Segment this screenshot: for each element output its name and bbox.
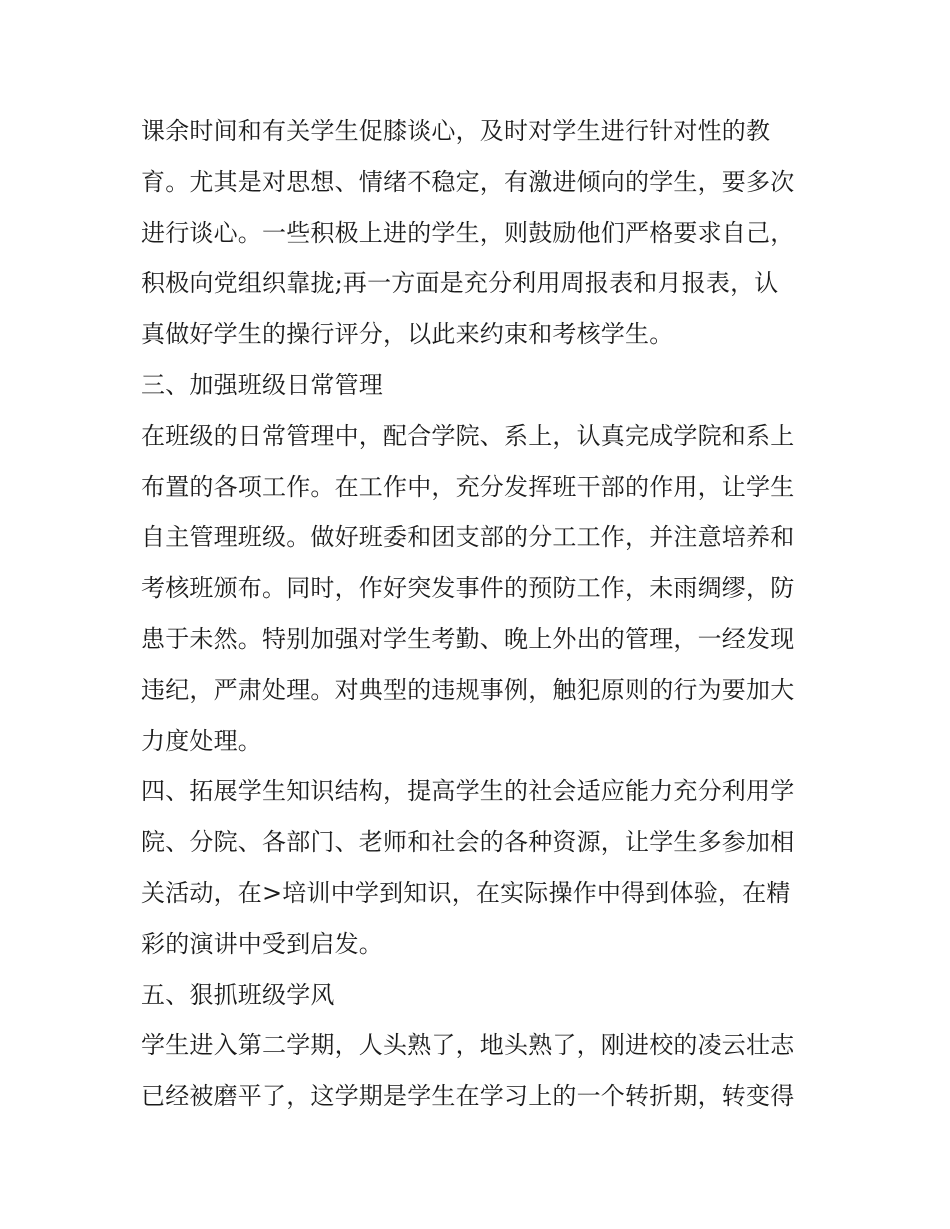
section-heading-3: 三、加强班级日常管理 <box>141 370 383 399</box>
text-line: 在班级的日常管理中，配合学院、系上，认真完成学院和系上 <box>141 421 795 450</box>
text-line: 学生进入第二学期，人头熟了，地头熟了，刚进校的凌云壮志 <box>141 1031 795 1060</box>
text-line: 已经被磨平了，这学期是学生在学习上的一个转折期，转变得 <box>141 1082 795 1111</box>
text-line: 自主管理班级。做好班委和团支部的分工工作，并注意培养和 <box>141 523 795 552</box>
text-line: 积极向党组织靠拢;再一方面是充分利用周报表和月报表，认 <box>141 269 779 298</box>
text-line: 彩的演讲中受到启发。 <box>141 929 383 958</box>
text-line: 力度处理。 <box>141 726 262 755</box>
text-line: 课余时间和有关学生促膝谈心，及时对学生进行针对性的教 <box>141 117 771 145</box>
text-line: 患于未然。特别加强对学生考勤、晚上外出的管理，一经发现 <box>141 624 795 653</box>
text-line: 育。尤其是对思想、情绪不稳定，有激进倾向的学生，要多次 <box>141 167 795 196</box>
text-line: 进行谈心。一些积极上进的学生，则鼓励他们严格要求自己， <box>141 218 795 247</box>
text-line: 院、分院、各部门、老师和社会的各种资源，让学生多参加相 <box>141 828 795 857</box>
section-heading-5: 五、狠抓班级学风 <box>141 980 335 1009</box>
text-line: 关活动，在>培训中学到知识，在实际操作中得到体验，在精 <box>141 878 791 907</box>
document-body <box>141 106 821 1122</box>
text-line: 真做好学生的操行评分，以此来约束和考核学生。 <box>141 320 674 349</box>
section-heading-4: 四、拓展学生知识结构，提高学生的社会适应能力充分利用学 <box>141 777 795 806</box>
text-line: 考核班颁布。同时，作好突发事件的预防工作，未雨绸缪，防 <box>141 574 795 603</box>
text-line: 布置的各项工作。在工作中，充分发挥班干部的作用，让学生 <box>141 472 795 501</box>
text-line: 违纪，严肃处理。对典型的违规事例，触犯原则的行为要加大 <box>141 675 795 704</box>
